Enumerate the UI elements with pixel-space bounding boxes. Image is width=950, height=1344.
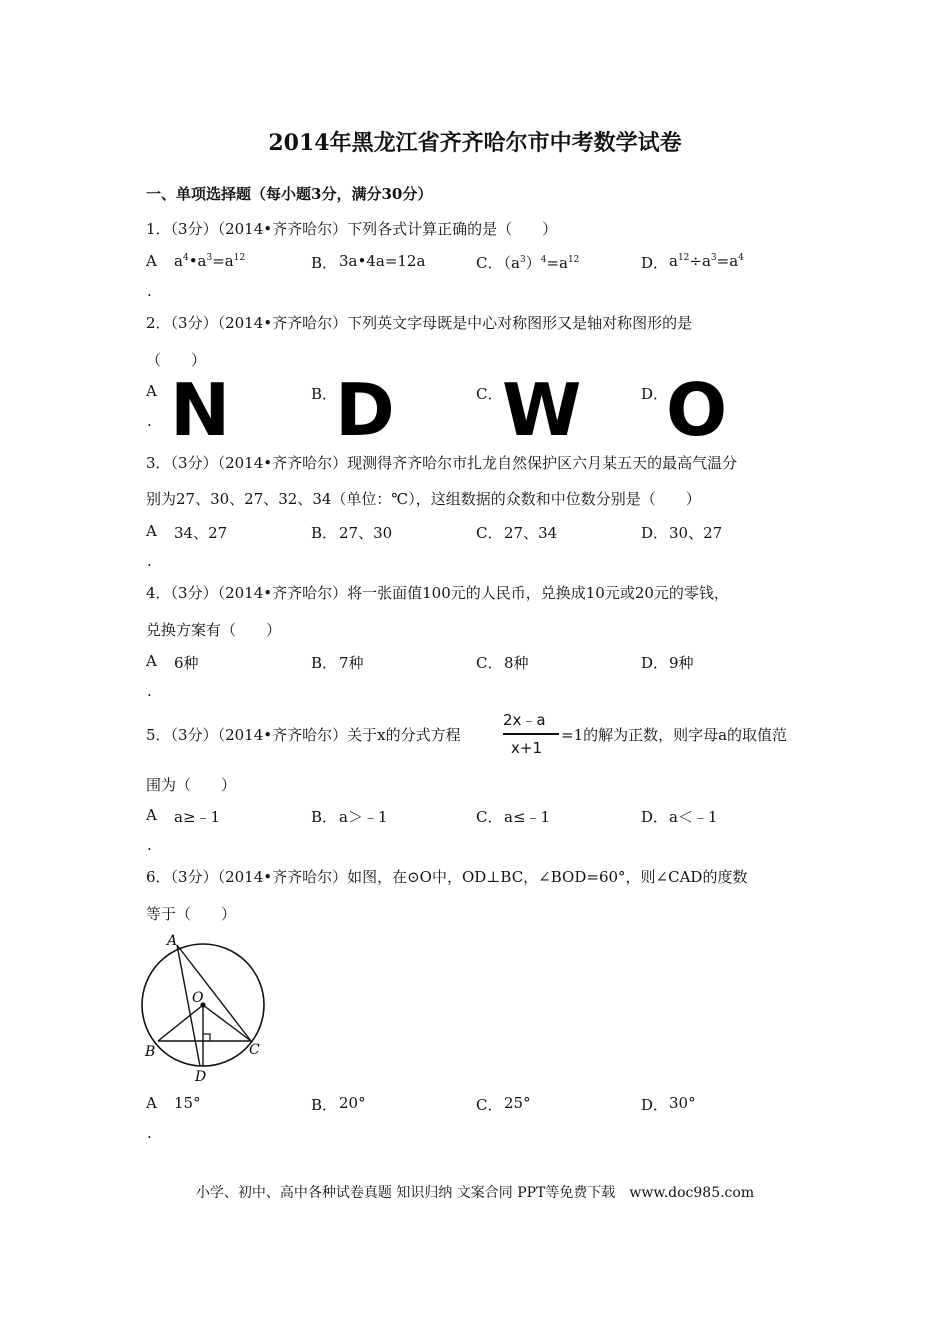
q5-option-d-label: D． bbox=[641, 808, 669, 826]
question-3-stem: 3．（3分）（2014•齐齐哈尔）现测得齐齐哈尔市扎龙自然保护区六月某五天的最高气温分 bbox=[146, 454, 738, 472]
q4-option-c: 8种 bbox=[504, 654, 529, 672]
footer-text: 小学、初中、高中各种试卷真题 知识归纳 文案合同 PPT等免费下载 www.doc985.com bbox=[195, 1185, 755, 1201]
q5-option-c: a≤﹣1 bbox=[504, 808, 551, 826]
q1-option-b-label: B． bbox=[311, 254, 338, 272]
q6-option-c: 25° bbox=[504, 1094, 531, 1112]
q2-option-b-letter: D bbox=[335, 368, 395, 452]
q5-option-a-label: A bbox=[146, 806, 157, 824]
q3-option-d-label: D． bbox=[641, 524, 669, 542]
question-2-stem-cont: （ ） bbox=[146, 351, 207, 369]
q3-option-d: 30、27 bbox=[669, 524, 723, 542]
q1-option-a: $a^4•a^3=a^{12}$ bbox=[174, 252, 246, 270]
q4-option-d-label: D． bbox=[641, 654, 669, 672]
q1-option-b: 3a•4a=12a bbox=[339, 252, 426, 270]
q4-option-c-label: C． bbox=[476, 654, 503, 672]
q4-option-b-label: B． bbox=[311, 654, 338, 672]
right-angle-mark bbox=[203, 1034, 210, 1041]
q5-option-d: a＜﹣1 bbox=[669, 808, 718, 826]
q6-option-a-label: A bbox=[146, 1094, 157, 1112]
q6-option-b: 20° bbox=[339, 1094, 366, 1112]
section-heading: 一、单项选择题（每小题3分，满分30分） bbox=[146, 185, 433, 203]
q3-option-b-label: B． bbox=[311, 524, 338, 542]
q6-option-c-label: C． bbox=[476, 1096, 503, 1114]
segment-ac bbox=[177, 945, 251, 1041]
q5-option-b-label: B． bbox=[311, 808, 338, 826]
q1-option-c-label: C． bbox=[476, 254, 503, 272]
q1-option-c: $(a^3)^4=a^{12}$ bbox=[496, 254, 580, 272]
q1-option-a-label: A bbox=[146, 252, 157, 270]
q1-option-d-label: D． bbox=[641, 254, 669, 272]
q3-option-c-label: C． bbox=[476, 524, 503, 542]
q1-option-d: $a^{12}\div a^3=a^4$ bbox=[669, 252, 744, 270]
question-2-stem: 2．（3分）（2014•齐齐哈尔）下列英文字母既是中心对称图形又是轴对称图形的是 bbox=[146, 314, 693, 332]
q4-option-d: 9种 bbox=[669, 654, 694, 672]
q4-option-b: 7种 bbox=[339, 654, 364, 672]
q5-dot: . bbox=[147, 836, 152, 854]
q2-option-a-letter: N bbox=[170, 368, 231, 452]
q5-option-a: a≥﹣1 bbox=[174, 808, 221, 826]
question-5-stem-cont: 围为（ ） bbox=[146, 776, 237, 794]
q2-option-c-letter: W bbox=[502, 368, 582, 452]
segment-ob bbox=[158, 1005, 203, 1041]
q4-dot: . bbox=[147, 682, 152, 700]
q5-fraction bbox=[503, 709, 561, 759]
label-c: C bbox=[249, 1042, 260, 1058]
question-3-stem-cont: 别为27、30、27、32、34（单位：℃），这组数据的众数和中位数分别是（ ） bbox=[146, 490, 701, 508]
label-d: D bbox=[195, 1069, 207, 1085]
q4-option-a-label: A bbox=[146, 652, 157, 670]
q6-option-b-label: B． bbox=[311, 1096, 338, 1114]
q3-dot: . bbox=[147, 552, 152, 570]
q2-option-d-letter: O bbox=[666, 368, 728, 452]
q6-option-a: 15° bbox=[174, 1094, 201, 1112]
question-4-stem: 4．（3分）（2014•齐齐哈尔）将一张面值100元的人民币，兑换成10元或20元的零钱， bbox=[146, 584, 729, 602]
label-b: B bbox=[145, 1044, 156, 1060]
question-6-stem: 6．（3分）（2014•齐齐哈尔）如图，在⊙O中，OD⊥BC，∠BOD=60°，则∠CAD的度数 bbox=[146, 868, 748, 886]
q2-option-d-label: D． bbox=[641, 385, 669, 403]
q3-option-c: 27、34 bbox=[504, 524, 558, 542]
question-5-stem-post: =1的解为正数，则字母a的取值范 bbox=[561, 726, 788, 744]
q3-option-a: 34、27 bbox=[174, 524, 228, 542]
q2-option-a-label: A bbox=[146, 382, 157, 400]
q6-option-d-label: D． bbox=[641, 1096, 669, 1114]
q3-option-a-label: A bbox=[146, 522, 157, 540]
label-o: O bbox=[192, 990, 204, 1006]
q6-option-d: 30° bbox=[669, 1094, 696, 1112]
q5-option-c-label: C． bbox=[476, 808, 503, 826]
question-5-stem-pre: 5．（3分）（2014•齐齐哈尔）关于x的分式方程 bbox=[146, 726, 461, 744]
q3-option-b: 27、30 bbox=[339, 524, 393, 542]
question-6-stem-cont: 等于（ ） bbox=[146, 905, 237, 923]
q5-fraction-numerator: 2x﹣a bbox=[503, 711, 546, 729]
q2-option-b-label: B． bbox=[311, 385, 338, 403]
q5-fraction-denominator: x+1 bbox=[511, 739, 542, 757]
q6-dot: . bbox=[147, 1124, 152, 1142]
q5-fraction-bar bbox=[503, 733, 559, 735]
label-a: A bbox=[167, 933, 178, 949]
page-title: 2014年黑龙江省齐齐哈尔市中考数学试卷 bbox=[268, 130, 682, 156]
circle-geometry-figure bbox=[136, 928, 276, 1086]
q2-option-c-label: C． bbox=[476, 385, 503, 403]
q4-option-a: 6种 bbox=[174, 654, 199, 672]
question-1-stem: 1．（3分）（2014•齐齐哈尔）下列各式计算正确的是（ ） bbox=[146, 220, 558, 238]
q1-dot: . bbox=[147, 282, 152, 300]
q2-dot: . bbox=[147, 412, 152, 430]
q5-option-b: a＞﹣1 bbox=[339, 808, 388, 826]
question-4-stem-cont: 兑换方案有（ ） bbox=[146, 621, 282, 639]
